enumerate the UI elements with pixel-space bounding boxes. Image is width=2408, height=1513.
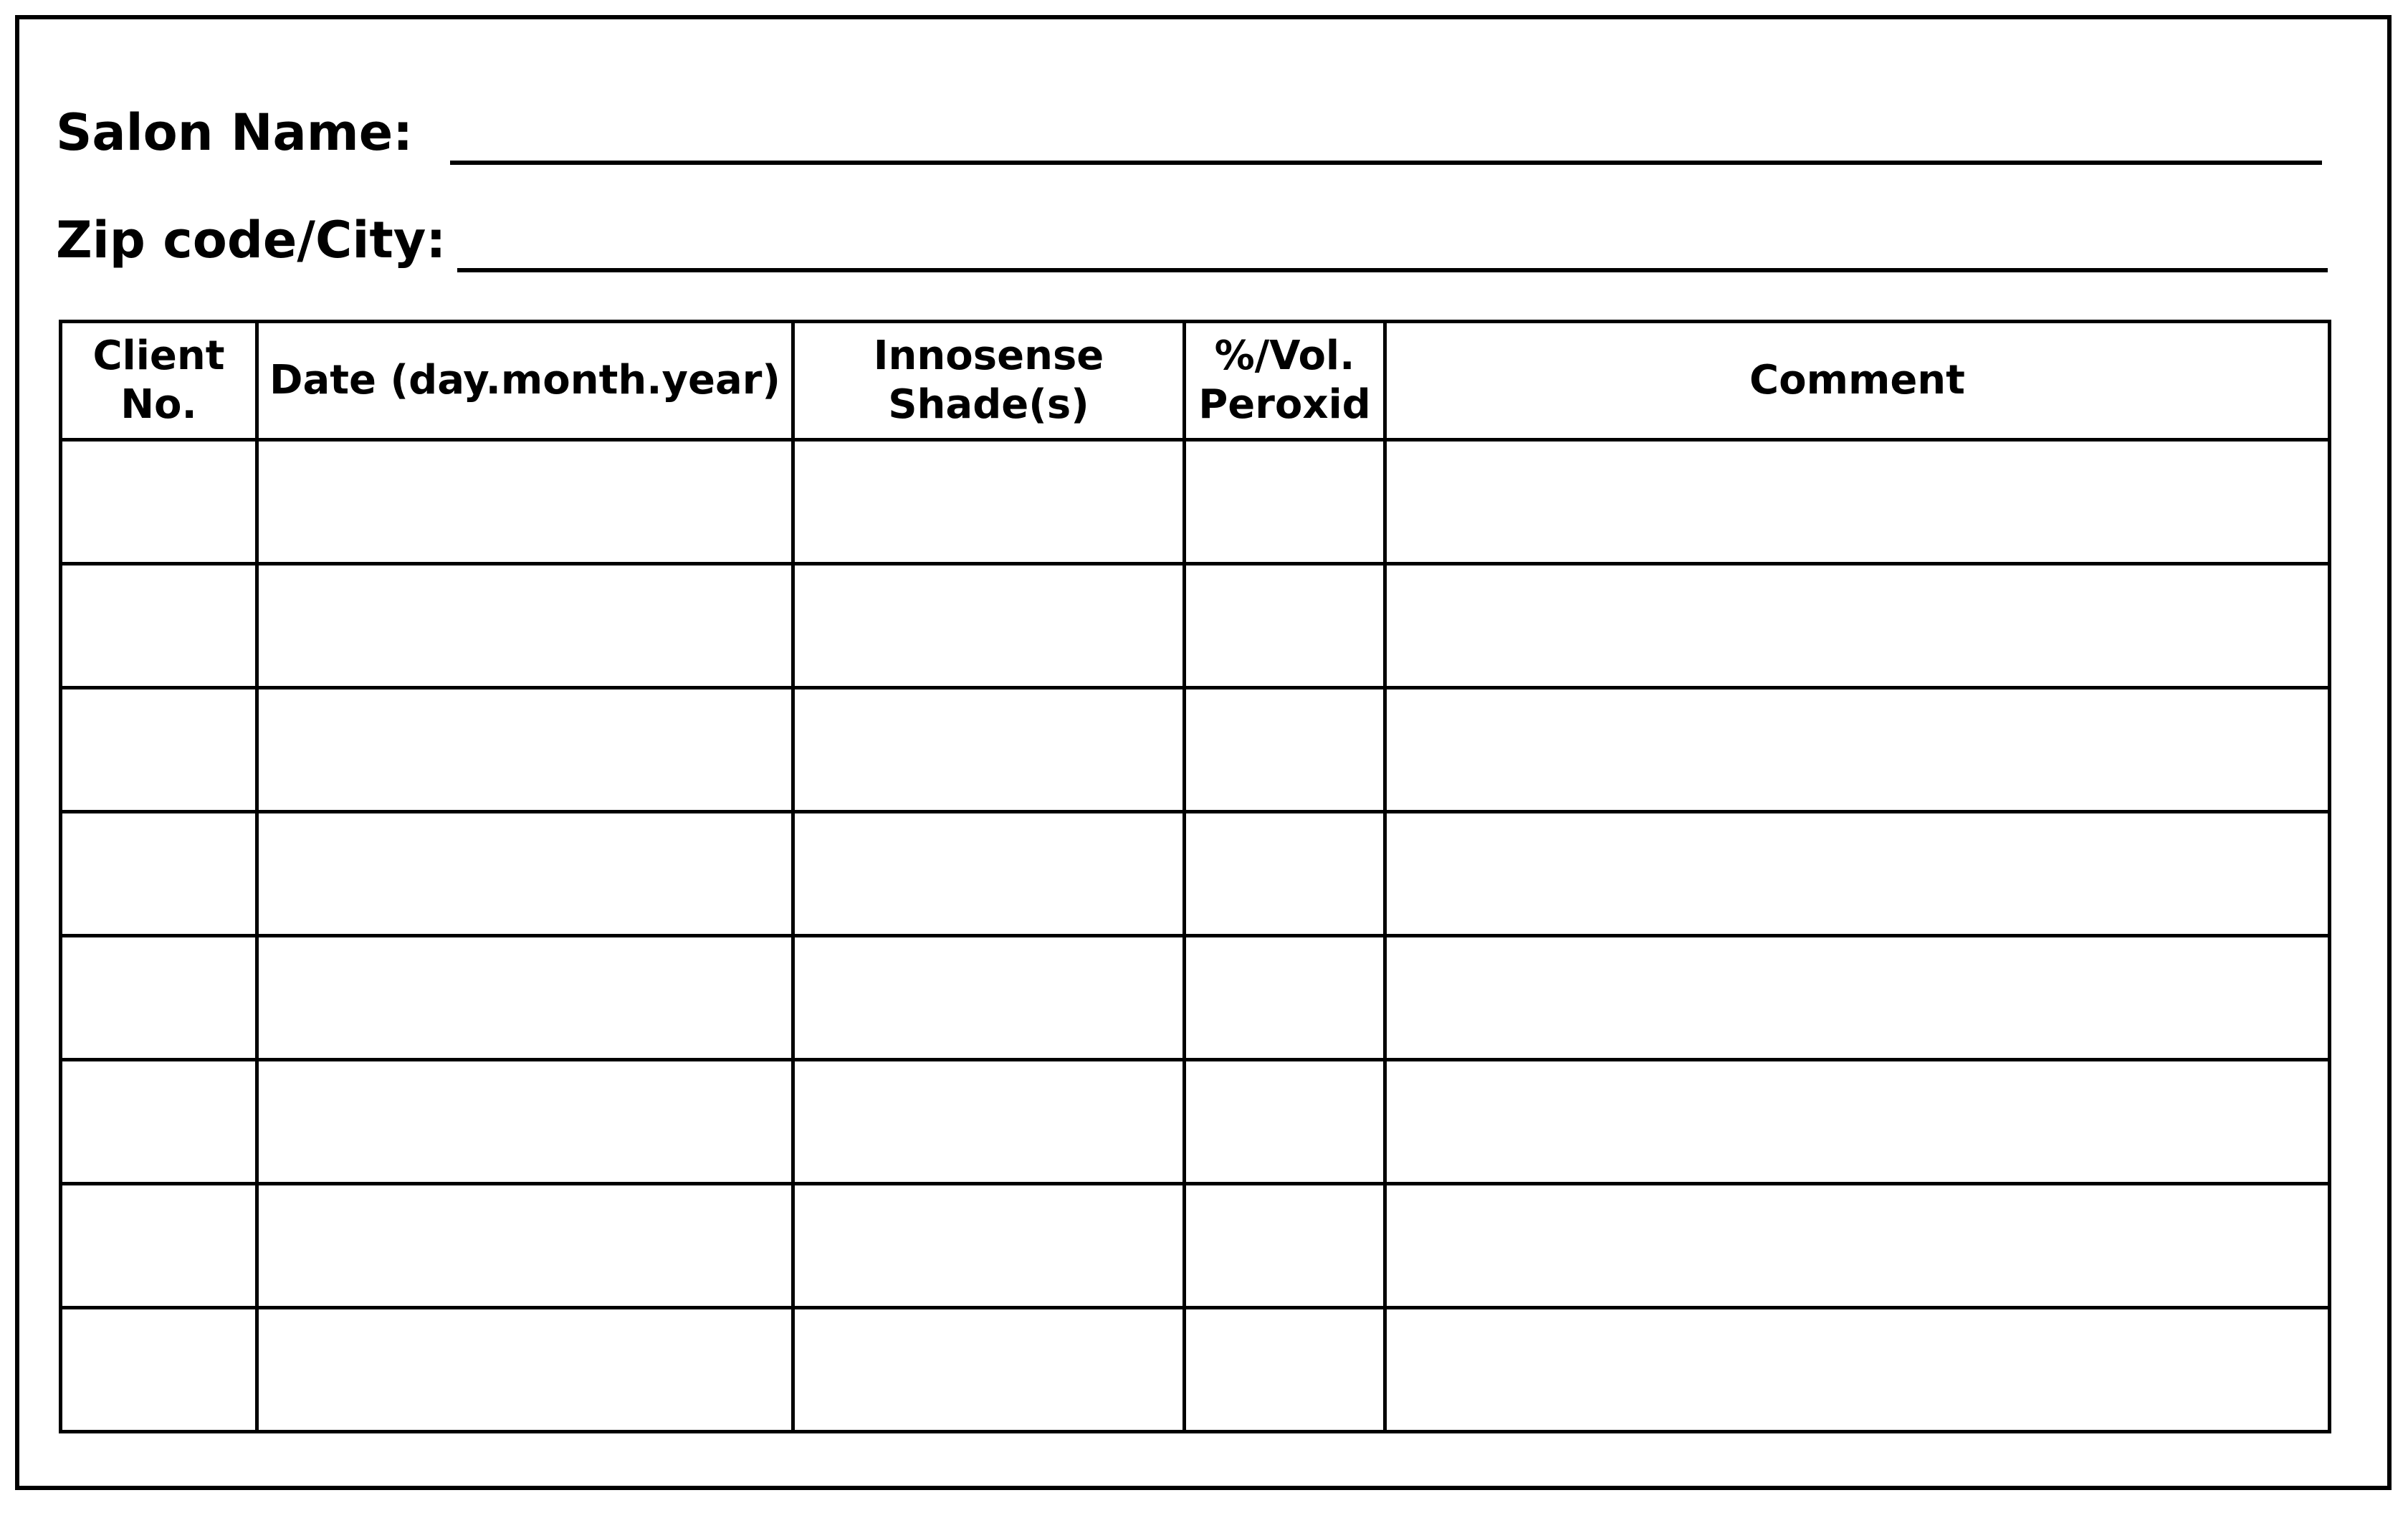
zip-city-field-row	[56, 211, 2328, 272]
header-date	[257, 322, 793, 440]
header-innosense-shades	[793, 322, 1185, 440]
cell-date[interactable]	[257, 1184, 793, 1308]
header-client-no-line2: No.	[120, 381, 197, 428]
table-body	[61, 440, 2330, 1432]
cell-date[interactable]	[257, 440, 793, 564]
cell-peroxid[interactable]	[1185, 812, 1385, 936]
table-row	[61, 564, 2330, 688]
table-row	[61, 1060, 2330, 1184]
cell-comment[interactable]	[1385, 1184, 2330, 1308]
table-row	[61, 1184, 2330, 1308]
header-peroxid-line1: %/Vol.	[1214, 332, 1355, 379]
cell-comment[interactable]	[1385, 1060, 2330, 1184]
cell-innosense-shades[interactable]	[793, 688, 1185, 812]
cell-client-no[interactable]	[61, 936, 257, 1060]
client-record-table	[59, 320, 2331, 1433]
cell-peroxid[interactable]	[1185, 936, 1385, 1060]
cell-innosense-shades[interactable]	[793, 936, 1185, 1060]
cell-date[interactable]	[257, 936, 793, 1060]
header-innosense-line1: Innosense	[873, 332, 1104, 379]
table-header-row	[61, 322, 2330, 440]
cell-client-no[interactable]	[61, 688, 257, 812]
cell-innosense-shades[interactable]	[793, 1308, 1185, 1432]
cell-peroxid[interactable]	[1185, 1060, 1385, 1184]
table-row	[61, 1308, 2330, 1432]
header-comment	[1385, 322, 2330, 440]
cell-client-no[interactable]	[61, 1060, 257, 1184]
table-row	[61, 936, 2330, 1060]
table-row	[61, 440, 2330, 564]
header-client-no-line1: Client	[92, 332, 225, 379]
cell-innosense-shades[interactable]	[793, 1184, 1185, 1308]
salon-name-blank[interactable]	[450, 110, 2322, 165]
cell-innosense-shades[interactable]	[793, 1060, 1185, 1184]
cell-innosense-shades[interactable]	[793, 812, 1185, 936]
cell-date[interactable]	[257, 688, 793, 812]
cell-client-no[interactable]	[61, 1184, 257, 1308]
zip-city-label: Zip code/City:	[56, 211, 446, 269]
header-date-line1: Date (day.month.year)	[269, 356, 780, 404]
salon-name-label: Salon Name:	[56, 103, 414, 162]
cell-date[interactable]	[257, 1308, 793, 1432]
cell-innosense-shades[interactable]	[793, 440, 1185, 564]
cell-date[interactable]	[257, 1060, 793, 1184]
cell-client-no[interactable]	[61, 1308, 257, 1432]
cell-date[interactable]	[257, 812, 793, 936]
cell-comment[interactable]	[1385, 564, 2330, 688]
cell-client-no[interactable]	[61, 440, 257, 564]
cell-peroxid[interactable]	[1185, 564, 1385, 688]
cell-comment[interactable]	[1385, 936, 2330, 1060]
cell-peroxid[interactable]	[1185, 1184, 1385, 1308]
header-comment-line1: Comment	[1749, 356, 1965, 404]
header-innosense-line2: Shade(s)	[888, 381, 1089, 428]
cell-innosense-shades[interactable]	[793, 564, 1185, 688]
cell-comment[interactable]	[1385, 440, 2330, 564]
cell-client-no[interactable]	[61, 564, 257, 688]
header-peroxid	[1185, 322, 1385, 440]
zip-city-blank[interactable]	[457, 218, 2328, 272]
cell-peroxid[interactable]	[1185, 440, 1385, 564]
cell-comment[interactable]	[1385, 688, 2330, 812]
cell-peroxid[interactable]	[1185, 1308, 1385, 1432]
header-client-no	[61, 322, 257, 440]
cell-peroxid[interactable]	[1185, 688, 1385, 812]
header-peroxid-line2: Peroxid	[1198, 381, 1371, 428]
cell-comment[interactable]	[1385, 812, 2330, 936]
cell-client-no[interactable]	[61, 812, 257, 936]
salon-name-field-row	[56, 103, 2322, 165]
table-row	[61, 688, 2330, 812]
table-row	[61, 812, 2330, 936]
cell-comment[interactable]	[1385, 1308, 2330, 1432]
cell-date[interactable]	[257, 564, 793, 688]
